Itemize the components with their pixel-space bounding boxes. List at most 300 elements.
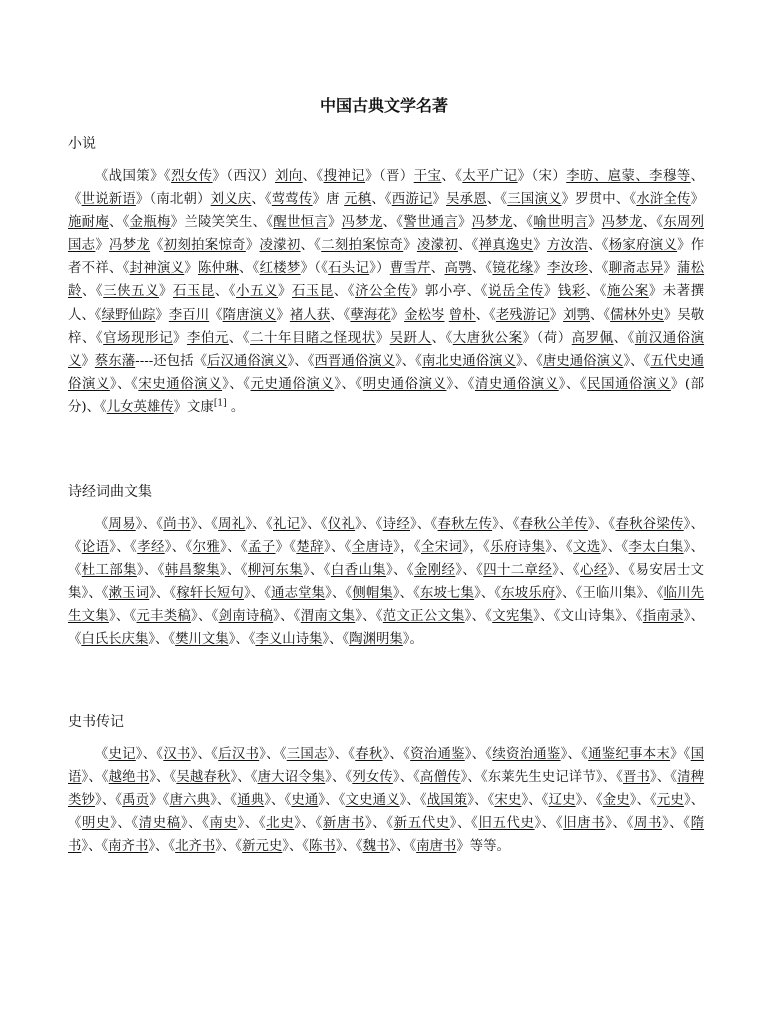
text-link[interactable]: 魏书 xyxy=(362,839,390,855)
text-link[interactable]: 春秋左传 xyxy=(437,517,493,532)
plain-text: 》文康 xyxy=(173,399,214,415)
plain-text: 》 xyxy=(245,238,260,254)
text-link[interactable]: 南北史通俗演义 xyxy=(421,353,516,369)
text-link[interactable]: 旧唐书 xyxy=(563,816,606,832)
plain-text: 》、《 xyxy=(287,353,315,369)
text-link[interactable]: 大唐狄公案 xyxy=(452,330,523,346)
text-link[interactable]: 春秋 xyxy=(355,747,383,762)
text-link[interactable]: 封神演义 xyxy=(129,261,185,277)
text-link[interactable]: 凌濛初 xyxy=(259,238,301,254)
text-link[interactable]: 施耐庵 xyxy=(68,215,110,231)
text-link[interactable]: 吴趼人 xyxy=(389,330,432,346)
text-link[interactable]: 陶渊明集 xyxy=(349,632,403,648)
section-heading-novels: 小说 xyxy=(68,136,96,152)
text-link[interactable]: 心经 xyxy=(580,563,608,579)
text-link[interactable]: 汉书 xyxy=(163,747,191,762)
plain-text: 》兰陵笑笑生、《 xyxy=(170,215,274,231)
text-link[interactable]: 前汉通俗演义 xyxy=(68,330,705,369)
section-body-novels xyxy=(68,165,704,419)
text-link[interactable]: 南齐书 xyxy=(108,839,149,855)
text-link[interactable]: 孟子 xyxy=(248,540,276,556)
text-link[interactable]: 诗经 xyxy=(382,517,410,532)
plain-text: 、《 xyxy=(642,215,664,231)
plain-text: 、《 xyxy=(382,215,404,231)
text-link[interactable]: 文选 xyxy=(573,540,601,556)
plain-text: 》、《 xyxy=(81,770,109,786)
plain-text: 《 xyxy=(150,238,164,254)
plain-text: 、《 xyxy=(471,261,493,277)
text-link[interactable]: 战国策 xyxy=(426,793,468,809)
plain-text: 》、《 xyxy=(300,517,328,532)
text-link[interactable]: 莺莺传 xyxy=(271,192,313,208)
plain-text: 、《 xyxy=(214,284,237,300)
text-link[interactable]: 史通 xyxy=(291,793,319,809)
text-link[interactable]: 渭南文集 xyxy=(300,609,356,625)
plain-text: 、《 xyxy=(68,169,705,208)
text-link[interactable]: 李昉、扈蒙、李穆等 xyxy=(566,169,691,184)
plain-text: 》、《 xyxy=(325,770,353,786)
plain-text: 、《 xyxy=(613,330,635,346)
text-link[interactable]: 三国志 xyxy=(286,747,328,762)
plain-text: 、《 xyxy=(371,192,392,208)
text-link[interactable]: 方汝浩 xyxy=(547,238,589,254)
text-link[interactable]: 冯梦龙 xyxy=(341,215,383,231)
plain-text: 》，《 xyxy=(393,540,421,556)
text-link[interactable]: 韩昌黎集 xyxy=(164,563,220,579)
text-link[interactable]: 陈仲琳 xyxy=(197,261,239,277)
plain-text: 》、《 xyxy=(455,563,484,579)
plain-text: 》、《 xyxy=(515,353,543,369)
text-link[interactable]: 金刚经 xyxy=(413,563,456,579)
plain-text: 》、《 xyxy=(109,540,138,556)
plain-text: 》 xyxy=(403,238,417,254)
text-link[interactable]: 刘鹗 xyxy=(563,307,590,323)
plain-text: 》、《 xyxy=(365,816,394,832)
plain-text: 》（西汉） xyxy=(212,169,275,184)
text-link[interactable]: 范文正公文集 xyxy=(382,609,465,625)
text-link[interactable]: 禹贡 xyxy=(122,793,150,809)
text-link[interactable]: 四十二章经 xyxy=(483,563,553,579)
text-link[interactable]: 金史 xyxy=(602,793,630,809)
text-link[interactable]: 绿野仙踪 xyxy=(101,307,156,323)
text-link[interactable]: 褚人获 xyxy=(289,307,331,323)
plain-text: 》、《 xyxy=(575,793,603,809)
text-link[interactable]: 初刻拍案惊奇 xyxy=(163,238,246,254)
text-link[interactable]: 白氏长庆集 xyxy=(81,632,149,648)
text-link[interactable]: 辽史 xyxy=(548,793,576,809)
text-link[interactable]: 仪礼 xyxy=(327,517,356,532)
plain-text: 》、《 xyxy=(392,770,421,786)
text-link[interactable]: 明史 xyxy=(82,816,111,832)
plain-text: 》、《 xyxy=(191,609,219,625)
plain-text: 、《 xyxy=(81,284,104,300)
text-link[interactable]: 通典 xyxy=(237,793,265,809)
plain-text: 》 xyxy=(81,353,95,369)
text-link[interactable]: 吴承恩 xyxy=(446,192,487,208)
plain-text: 》、《 xyxy=(355,517,383,532)
text-link[interactable]: 宋史 xyxy=(494,793,522,809)
text-link[interactable]: 旧五代史 xyxy=(478,816,535,832)
text-link[interactable]: 老残游记 xyxy=(495,307,550,323)
plain-text: 、《 xyxy=(441,169,463,184)
plain-text: 》、《 xyxy=(534,816,564,832)
plain-text: 》、《 xyxy=(68,609,705,648)
plain-text: 、《 xyxy=(512,215,534,231)
text-link[interactable]: 礼记 xyxy=(272,517,301,532)
text-link[interactable]: 指南录 xyxy=(642,609,684,625)
plain-text: 》、《 xyxy=(108,609,137,625)
plain-text: 》、《 xyxy=(334,376,363,392)
plain-text: 》、《 xyxy=(282,839,310,855)
text-link[interactable]: 陈书 xyxy=(309,839,336,855)
plain-text: 》、《 xyxy=(149,770,177,786)
text-link[interactable]: 续资治通鉴 xyxy=(492,747,561,762)
text-link[interactable]: 警世通言 xyxy=(403,215,458,231)
text-link[interactable]: 楚辞 xyxy=(296,540,324,556)
text-link[interactable]: 李百川 xyxy=(168,307,210,323)
text-link[interactable]: 新唐书 xyxy=(322,816,366,832)
text-link[interactable]: 清史稿 xyxy=(138,816,181,832)
text-link[interactable]: 孽海花 xyxy=(350,307,391,323)
plain-text: 》未著撰人、《 xyxy=(68,284,705,323)
plain-text: 》、《 xyxy=(318,793,346,809)
reference-marker[interactable]: [1] xyxy=(213,398,227,409)
plain-text: 》、《 xyxy=(81,839,109,855)
text-link[interactable]: 小五义 xyxy=(236,284,278,300)
text-link[interactable]: 蔡东藩 xyxy=(94,353,136,369)
plain-text: 》、《 xyxy=(464,747,493,762)
text-link[interactable]: 通志堂集 xyxy=(271,586,326,602)
text-link[interactable]: 南唐书 xyxy=(416,839,457,855)
text-link[interactable]: 樊川文集 xyxy=(175,632,229,648)
plain-text: 》、《 xyxy=(600,540,629,556)
plain-text: 》《 xyxy=(150,169,172,184)
plain-text: 、《 xyxy=(302,169,324,184)
plain-text: 》、《 xyxy=(382,747,411,762)
text-link[interactable]: 石玉昆 xyxy=(173,284,215,300)
plain-text: 》、《 xyxy=(228,632,256,648)
text-link[interactable]: 儿女英雄传 xyxy=(106,399,174,415)
plain-text: 》 xyxy=(278,284,292,300)
plain-text: 》 xyxy=(172,330,187,346)
plain-text: 》、《 xyxy=(552,563,581,579)
plain-text: 》 xyxy=(549,307,564,323)
text-link[interactable]: 杜工部集 xyxy=(81,563,137,579)
plain-text: 、《 xyxy=(588,238,609,254)
text-link[interactable]: 元史 xyxy=(656,793,684,809)
plain-text: 》、《 xyxy=(68,793,705,832)
text-link[interactable]: 金松岑 xyxy=(404,307,445,323)
text-link[interactable]: 春秋公羊传 xyxy=(519,517,588,532)
text-link[interactable]: 二十年目睹之怪现状 xyxy=(250,330,376,346)
plain-text: 》 xyxy=(690,192,705,208)
text-link[interactable]: 高僧传 xyxy=(420,770,461,786)
text-link[interactable]: 周礼 xyxy=(218,517,246,532)
plain-text: 、《 xyxy=(457,238,479,254)
text-link[interactable]: 列女传 xyxy=(352,770,393,786)
plain-text: 》、《 xyxy=(164,540,193,556)
plain-text: 》 xyxy=(155,307,169,323)
text-link[interactable]: 尚书 xyxy=(163,517,191,532)
text-link[interactable]: 曹雪芹 xyxy=(389,261,431,277)
text-link[interactable]: 剑南诗稿 xyxy=(218,609,274,625)
plain-text: 》《 xyxy=(149,793,170,809)
text-link[interactable]: 史记 xyxy=(108,747,136,762)
text-link[interactable]: 周易 xyxy=(108,517,136,532)
text-link[interactable]: 柳河东集 xyxy=(247,563,303,579)
plain-text: 》、《 xyxy=(399,793,427,809)
text-link[interactable]: 高鹗 xyxy=(444,261,472,277)
plain-text: 》 xyxy=(159,284,173,300)
text-link[interactable]: 西晋通俗演义 xyxy=(314,353,396,369)
text-link[interactable]: 孝经 xyxy=(137,540,165,556)
text-link[interactable]: 元史通俗演义 xyxy=(250,376,335,392)
plain-text: 》、《 xyxy=(149,586,177,602)
plain-text: 》、《 xyxy=(220,540,249,556)
plain-text: 》 xyxy=(95,238,110,254)
text-link[interactable]: 冯梦龙 xyxy=(109,238,151,254)
text-link[interactable]: 李伯元 xyxy=(186,330,229,346)
text-link[interactable]: 李汝珍 xyxy=(547,261,589,277)
text-link[interactable]: 唐史通俗演义 xyxy=(542,353,624,369)
plain-text: 》 xyxy=(457,215,472,231)
text-link[interactable]: 官场现形记 xyxy=(103,330,173,346)
text-link[interactable]: 金瓶梅 xyxy=(129,215,171,231)
text-link[interactable]: 尔雅 xyxy=(192,540,221,556)
plain-text: 》、《 xyxy=(135,517,164,532)
plain-text: 》、《 xyxy=(135,747,164,762)
plain-text: 》(部分)、《 xyxy=(68,376,705,415)
plain-text: 》、《 xyxy=(335,839,363,855)
plain-text: 》、《 xyxy=(355,609,383,625)
text-link[interactable]: 儒林外史 xyxy=(610,307,664,323)
plain-text: 》。 xyxy=(402,632,423,648)
plain-text: 》等等。 xyxy=(456,839,510,855)
plain-text: 》 xyxy=(533,261,548,277)
text-link[interactable]: 刘向 xyxy=(274,169,303,184)
text-link[interactable]: 钱彩 xyxy=(557,284,586,300)
plain-text: 》、《 xyxy=(264,793,292,809)
text-link[interactable]: 临川先生文集 xyxy=(68,586,705,625)
text-link[interactable]: 侧帽集 xyxy=(352,586,393,602)
plain-text: 》、《 xyxy=(273,609,301,625)
plain-text: 》、《 xyxy=(136,563,165,579)
text-link[interactable]: 东坡七集 xyxy=(420,586,475,602)
text-link[interactable]: 民国通俗演义 xyxy=(587,376,671,392)
plain-text: 》、《 xyxy=(259,747,287,762)
plain-text: 》（荷） xyxy=(522,330,572,346)
plain-text: 》 xyxy=(184,261,198,277)
text-link[interactable]: 后汉书 xyxy=(218,747,260,762)
plain-text: 《 xyxy=(94,747,109,762)
plain-text: 》（宋） xyxy=(517,169,567,184)
plain-text: 》、《 xyxy=(605,816,634,832)
plain-text: 》、《 xyxy=(237,816,267,832)
text-link[interactable]: 全唐诗 xyxy=(351,540,394,556)
text-link[interactable]: 东周列国志 xyxy=(68,215,705,254)
text-link[interactable]: 漱玉词 xyxy=(108,586,150,602)
text-link[interactable]: 李太白集 xyxy=(628,540,684,556)
plain-text: 》、《 xyxy=(230,770,258,786)
text-link[interactable]: 水浒全传 xyxy=(636,192,691,208)
text-link[interactable]: 文宪集 xyxy=(492,609,534,625)
plain-text: 》 xyxy=(663,261,678,277)
text-link[interactable]: 镜花缘 xyxy=(492,261,534,277)
text-link[interactable]: 元丰类稿 xyxy=(136,609,192,625)
plain-text: 》（《 xyxy=(300,261,329,277)
text-link[interactable]: 乐府诗集 xyxy=(490,540,546,556)
text-link[interactable]: 世说新语 xyxy=(81,192,136,208)
text-link[interactable]: 唐大诏令集 xyxy=(257,770,326,786)
text-link[interactable]: 搜神记 xyxy=(323,169,366,184)
text-link[interactable]: 醒世恒言 xyxy=(273,215,328,231)
page-title: 中国古典文学名著 xyxy=(319,96,448,115)
text-link[interactable]: 清稗类钞 xyxy=(68,770,705,809)
plain-text: 》、《 xyxy=(190,517,219,532)
plain-text: 》、《 xyxy=(148,839,176,855)
plain-text: 》郭小亭、《 xyxy=(410,284,488,300)
text-link[interactable]: 北史 xyxy=(266,816,295,832)
plain-text: 》、《 xyxy=(386,563,414,579)
plain-text: 》、《 xyxy=(294,816,323,832)
plain-text: 》、《 xyxy=(327,747,356,762)
plain-text: 》、《东莱先生史记详节》、《 xyxy=(460,770,623,786)
text-link[interactable]: 喻世明言 xyxy=(533,215,588,231)
plain-text: 》、《 xyxy=(210,793,238,809)
plain-text: 》、《 xyxy=(449,816,479,832)
plain-text: 》、《 xyxy=(446,376,475,392)
plain-text: 》、《 xyxy=(222,376,251,392)
plain-text: 、《 xyxy=(588,261,609,277)
plain-text: 、《 xyxy=(431,330,453,346)
plain-text: 》、《 xyxy=(558,376,588,392)
text-link[interactable]: 西游记 xyxy=(391,192,433,208)
text-link[interactable]: 二刻拍案惊奇 xyxy=(321,238,404,254)
text-link[interactable]: 隋唐演义 xyxy=(222,307,277,323)
text-link[interactable]: 蒲松龄 xyxy=(68,261,705,300)
text-link[interactable]: 杨家府演义 xyxy=(608,238,678,254)
text-link[interactable]: 北齐书 xyxy=(175,839,216,855)
plain-text: 、《 xyxy=(330,307,351,323)
text-link[interactable]: 烈女传 xyxy=(171,169,213,184)
plain-text: 、《 xyxy=(228,330,251,346)
plain-text: 》 xyxy=(432,192,447,208)
plain-text: 》、《 xyxy=(215,839,243,855)
plain-text: 》、《 xyxy=(68,540,705,579)
text-link[interactable]: 全宋词 xyxy=(421,540,463,556)
plain-text: 》、《 xyxy=(467,793,495,809)
text-link[interactable]: 说岳全传 xyxy=(487,284,544,300)
plain-text: 》、《 xyxy=(302,563,331,579)
text-link[interactable]: 越绝书 xyxy=(108,770,150,786)
plain-text: 》 xyxy=(543,284,558,300)
plain-text: 、 xyxy=(430,261,445,277)
plain-text: 》、《 xyxy=(474,586,502,602)
text-link[interactable]: 白香山集 xyxy=(330,563,387,579)
plain-text: 》 xyxy=(587,215,602,231)
plain-text: 》，《 xyxy=(462,540,491,556)
text-link[interactable]: 凌濛初 xyxy=(416,238,458,254)
text-link[interactable]: 晋书 xyxy=(622,770,651,786)
plain-text: 》（晋） xyxy=(365,169,414,184)
text-link[interactable]: 刘义庆 xyxy=(210,192,252,208)
plain-text: 》、《 xyxy=(68,517,705,556)
plain-text: 》、《 xyxy=(190,747,219,762)
plain-text: 》、《 xyxy=(623,353,651,369)
text-link[interactable]: 春秋谷梁传 xyxy=(615,517,684,532)
text-link[interactable]: 清史通俗演义 xyxy=(474,376,559,392)
plain-text: 《 xyxy=(94,169,109,184)
text-link[interactable]: 干宝 xyxy=(413,169,442,184)
text-link[interactable]: 三侠五义 xyxy=(103,284,160,300)
text-link[interactable]: 高罗佩 xyxy=(571,330,614,346)
plain-text: 、《 xyxy=(300,238,322,254)
text-link[interactable]: 东坡乐府 xyxy=(501,586,556,602)
text-link[interactable]: 文史通义 xyxy=(345,793,400,809)
text-link[interactable]: 新元史 xyxy=(242,839,283,855)
text-link[interactable]: 后汉通俗演义 xyxy=(207,353,288,369)
text-link[interactable]: 红楼梦 xyxy=(259,261,301,277)
text-link[interactable]: 隋书 xyxy=(68,816,705,855)
text-link[interactable]: 济公全传 xyxy=(355,284,411,300)
plain-text: 》、《 xyxy=(389,839,417,855)
text-link[interactable]: 施公案 xyxy=(606,284,649,300)
plain-text: 》、《 xyxy=(322,632,350,648)
plain-text: 》、《文山诗集》、《 xyxy=(533,609,643,625)
text-link[interactable]: 通鉴纪事本末 xyxy=(588,747,671,762)
text-link[interactable]: 唐六典 xyxy=(169,793,211,809)
text-link[interactable]: 南史 xyxy=(209,816,238,832)
plain-text: 》、《 xyxy=(95,793,123,809)
plain-text: 战国策 xyxy=(108,169,151,184)
plain-text: 》） xyxy=(369,261,390,277)
text-link[interactable]: 明史通俗演义 xyxy=(362,376,447,392)
text-link[interactable]: 吴越春秋 xyxy=(176,770,231,786)
text-link[interactable]: 禅真逸史 xyxy=(478,238,534,254)
text-link[interactable]: 聊斋志异 xyxy=(608,261,664,277)
text-link[interactable]: 宋史通俗演义 xyxy=(138,376,223,392)
text-link[interactable]: 三国演义 xyxy=(507,192,562,208)
text-link[interactable]: 曾朴 xyxy=(448,307,476,323)
plain-text: 》、《 xyxy=(392,586,421,602)
plain-text: 》、《 xyxy=(245,517,273,532)
text-link[interactable]: 论语 xyxy=(81,540,110,556)
text-link[interactable]: 国语 xyxy=(68,747,705,786)
plain-text: 。 xyxy=(226,399,245,415)
plain-text: 》罗贯中、《 xyxy=(561,192,637,208)
plain-text: 》 xyxy=(533,238,547,254)
text-link[interactable]: 石玉昆 xyxy=(291,284,334,300)
plain-text: 》唐 xyxy=(312,192,345,208)
plain-text: 》《 xyxy=(670,747,691,762)
text-link[interactable]: 稼轩长短句 xyxy=(176,586,244,602)
plain-text: 》、《 xyxy=(395,353,422,369)
text-link[interactable]: 冯梦龙 xyxy=(471,215,513,231)
text-link[interactable]: 资治通鉴 xyxy=(410,747,465,762)
text-link[interactable]: 冯梦龙 xyxy=(601,215,643,231)
text-link[interactable]: 五代史通俗演义 xyxy=(68,353,705,392)
text-link[interactable]: 周书 xyxy=(633,816,663,832)
plain-text: 、《 xyxy=(109,215,130,231)
plain-text: 、《 xyxy=(238,261,260,277)
plain-text: 》、《王临川集》、《 xyxy=(555,586,664,602)
plain-text: 》、《 xyxy=(180,816,210,832)
text-link[interactable]: 石头记 xyxy=(328,261,370,277)
text-link[interactable]: 李义山诗集 xyxy=(255,632,323,648)
text-link[interactable]: 新五代史 xyxy=(393,816,450,832)
text-link[interactable]: 元稹 xyxy=(344,192,372,208)
text-link[interactable]: 太平广记 xyxy=(462,169,518,184)
